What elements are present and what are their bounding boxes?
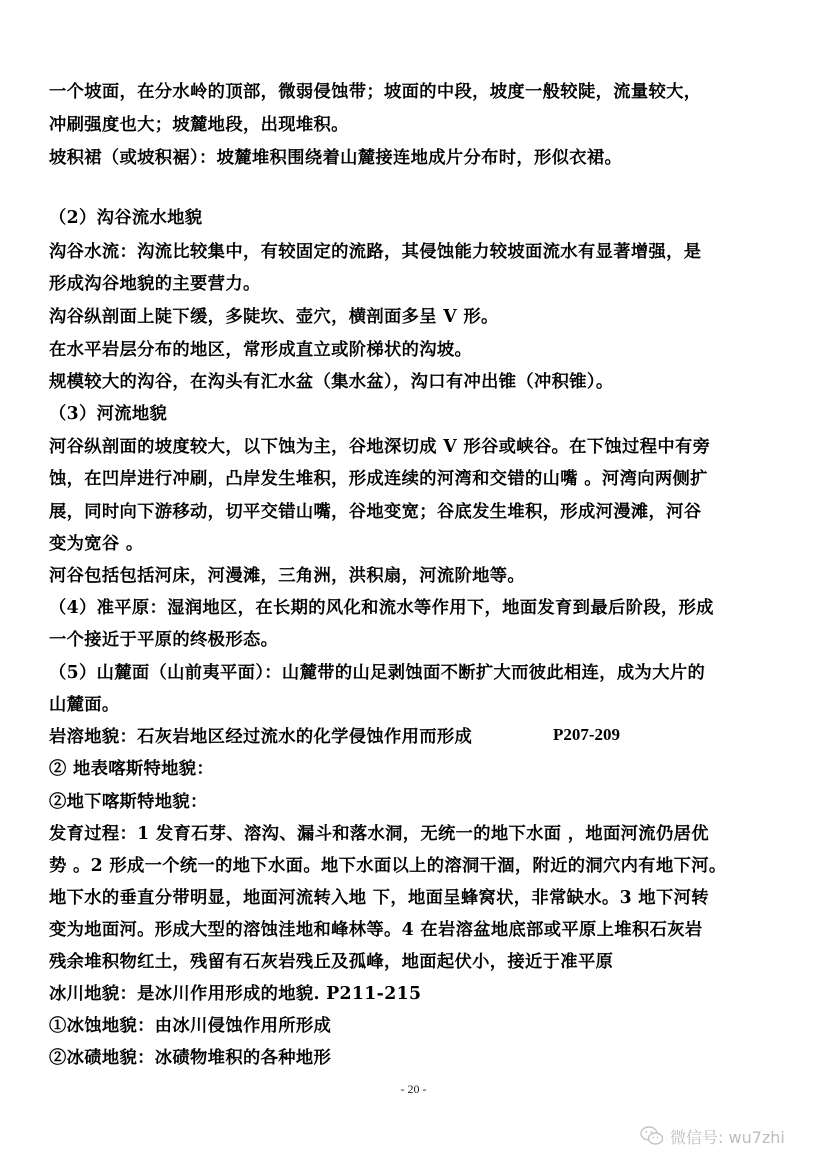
- text-line-21: ② 地表喀斯特地貌：: [49, 759, 215, 779]
- text-line-11: 河谷纵剖面的坡度较大，以下蚀为主，谷地深切成 V 形谷或峡谷。在下蚀过程中有旁: [49, 437, 711, 457]
- section-heading-pediment: （5）山麓面（山前夷平面）：山麓带的山足剥蚀面不断扩大而彼此相连，成为大片的: [49, 663, 706, 683]
- text-line-24: 势 。2 形成一个统一的地下水面。地下水面以上的溶洞干涸，附近的洞穴内有地下河。: [49, 856, 727, 876]
- text-line-15: 河谷包括包括河床，河漫滩，三角洲，洪积扇，河流阶地等。: [49, 566, 526, 586]
- text-line-26: 变为地面河。形成大型的溶蚀洼地和峰林等。4 在岩溶盆地底部或平原上堆积石灰岩: [49, 920, 703, 940]
- text-line-25: 地下水的垂直分带明显，地面河流转入地 下，地面呈蜂窝状，非常缺水。3 地下河转: [49, 888, 709, 908]
- text-line-12: 蚀，在凹岸进行冲刷，凸岸发生堆积，形成连续的河湾和交错的山嘴 。河湾向两侧扩: [49, 469, 708, 489]
- watermark: [640, 1124, 820, 1148]
- text-line-2: 冲刷强度也大；坡麓地段，出现堆积。: [49, 115, 349, 135]
- text-line-13: 展，同时向下游移动，切平交错山嘴，谷地变宽；谷底发生堆积，形成河漫滩，河谷: [49, 502, 702, 522]
- text-line-9: 规模较大的沟谷，在沟头有汇水盆（集水盆），沟口有冲出锥（冲积锥）。: [49, 372, 614, 392]
- text-line-29: ①冰蚀地貌：由冰川侵蚀作用所形成: [49, 1016, 332, 1036]
- text-line-5: 沟谷水流：沟流比较集中，有较固定的流路，其侵蚀能力较坡面流水有显著增强，是: [49, 242, 702, 262]
- page-number: - 20 -: [400, 1082, 427, 1096]
- section-heading-karst: 岩溶地貌：石灰岩地区经过流水的化学侵蚀作用而形成: [49, 727, 473, 747]
- text-line-14: 变为宽谷 。: [49, 534, 144, 554]
- section-heading-peneplain: （4）准平原：湿润地区，在长期的风化和流水等作用下，地面发育到最后阶段，形成: [49, 598, 714, 618]
- text-line-23: 发育过程：1 发育石芽、溶沟、漏斗和落水洞，无统一的地下水面 ，地面河流仍居优: [49, 824, 709, 844]
- text-line-7: 沟谷纵剖面上陡下缓，多陡坎、壶穴，横剖面多呈 V 形。: [49, 307, 499, 327]
- text-line-30: ②冰碛地貌：冰碛物堆积的各种地形: [49, 1048, 332, 1068]
- section-heading-glacier: 冰川地貌：是冰川作用形成的地貌. P211-215: [49, 984, 422, 1004]
- section-heading-river: （3）河流地貌: [49, 404, 168, 424]
- page-reference: P207-209: [553, 725, 621, 744]
- text-line-22: ②地下喀斯特地貌：: [49, 792, 208, 812]
- text-line-8: 在水平岩层分布的地区，常形成直立或阶梯状的沟坡。: [49, 340, 473, 360]
- watermark-text: 微信号: wu7zhi: [670, 1127, 785, 1147]
- wechat-icon: [640, 1125, 664, 1147]
- text-line-6: 形成沟谷地貌的主要营力。: [49, 274, 261, 294]
- text-line-19: 山麓面。: [49, 695, 120, 715]
- text-line-3: 坡积裙（或坡积裾）：坡麓堆积围绕着山麓接连地成片分布时，形似衣裙。: [49, 148, 623, 168]
- section-heading-gully: （2）沟谷流水地貌: [49, 208, 203, 228]
- text-line-27: 残余堆积物红土，残留有石灰岩残丘及孤峰，地面起伏小，接近于准平原: [49, 952, 614, 972]
- text-line-17: 一个接近于平原的终极形态。: [49, 630, 279, 650]
- text-line-1: 一个坡面，在分水岭的顶部，微弱侵蚀带；坡面的中段，坡度一般较陡，流量较大，: [49, 82, 702, 102]
